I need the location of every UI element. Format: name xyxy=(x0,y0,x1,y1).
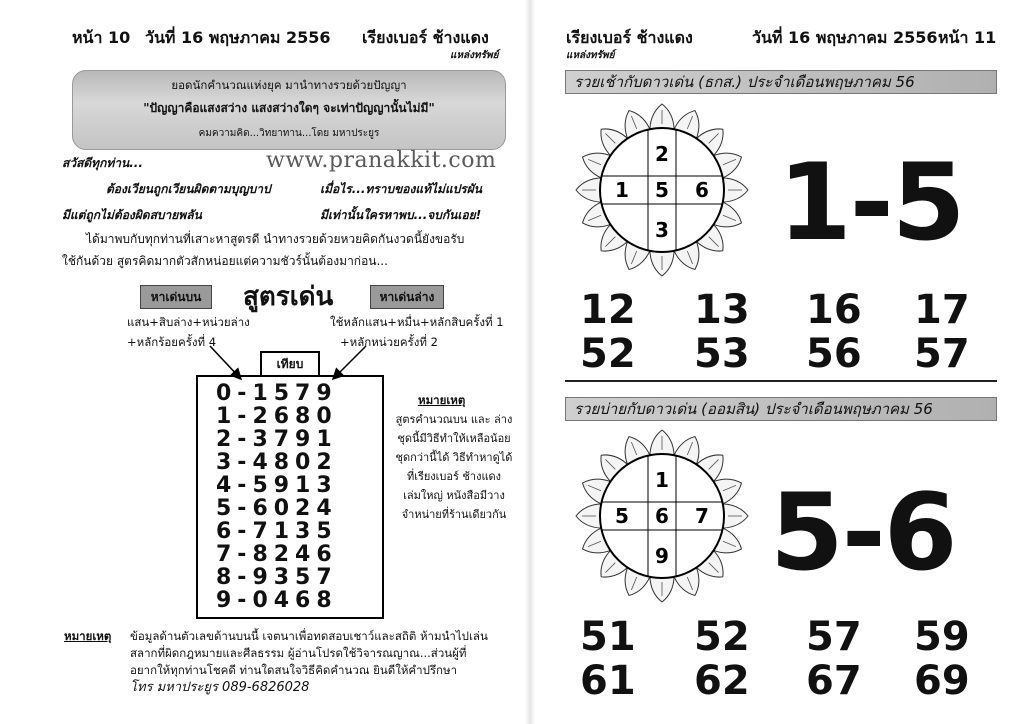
lucky-number: 51 xyxy=(580,614,636,660)
lucky-number: 16 xyxy=(806,287,862,333)
wheel-digit-right: 6 xyxy=(695,178,709,202)
greeting: สวัสดีทุกท่าน... xyxy=(62,156,143,170)
right-date: วันที่ 16 พฤษภาคม 2556 xyxy=(752,28,938,47)
wheel-digit-center: 5 xyxy=(655,178,669,202)
left-page-number: หน้า 10 xyxy=(72,28,131,47)
wheel-digit-left: 1 xyxy=(615,178,629,202)
table-row: 2-3791 xyxy=(216,427,338,452)
banner-line-2: "ปัญญาคือแสงสว่าง แสงสว่างใดๆ จะเท่าปัญญานั้นไม่มี" xyxy=(143,101,435,115)
section-divider xyxy=(565,380,997,382)
top-rule-line-1: แสน+สิบล่าง+หน่วยล่าง xyxy=(127,315,250,329)
bottom-rule-line-1: ใช้หลักแสน+หมื่น+หลักสิบครั้งที่ 1 xyxy=(330,315,504,329)
lucky-number: 69 xyxy=(914,658,970,704)
lucky-number: 57 xyxy=(914,331,970,377)
lucky-number: 59 xyxy=(914,614,970,660)
poem-line-1: ต้องเวียนถูกเวียนผิดตามบุญบาป xyxy=(106,182,271,196)
wheel-digit-right: 7 xyxy=(695,504,709,528)
section-1-title: รวยเช้ากับดาวเด่น (ธกส.) ประจำเดือนพฤษภาคม 56 xyxy=(565,70,997,94)
note-title: หมายเหตุ xyxy=(418,393,466,407)
note-line: เล่มใหญ่ หนังสือมีวาง xyxy=(403,489,505,502)
intro-line-2: ใช้กันด้วย สูตรคิดมากตัวสักหน่อยแต่ความชัวร์นั้นต้องมาก่อน... xyxy=(62,254,388,268)
lucky-number: 67 xyxy=(806,658,862,704)
big-number-2: 5-6 xyxy=(770,471,956,594)
contact: โทร มหาประยูร 089-6826028 xyxy=(130,680,310,695)
table-row: 4-5913 xyxy=(216,473,338,498)
wheel-digit-left: 5 xyxy=(615,504,629,528)
footer-label: หมายเหตุ xyxy=(64,629,112,643)
table-head: เทียบ xyxy=(260,351,320,377)
footer-line: ข้อมูลด้านตัวเลขด้านบนนี้ เจตนาเพื่อทดสอบเชาว์และสถิติ ห้ามนำไปเล่น xyxy=(130,629,488,643)
lucky-number: 17 xyxy=(914,287,970,333)
wheel-digit-bottom: 9 xyxy=(655,544,669,568)
lucky-number: 62 xyxy=(694,658,750,704)
wheel-digit-top: 1 xyxy=(655,468,669,492)
section-2-title: รวยบ่ายกับดาวเด่น (ออมสิน) ประจำเดือนพฤษภาคม 56 xyxy=(565,397,997,421)
footer-line: อยากให้ทุกท่านโชคดี ท่านใดสนใจวิธีคิดคำนวณ ยินดีให้คำปรึกษา xyxy=(130,663,458,677)
wheel-digit-top: 2 xyxy=(655,142,669,166)
lucky-number: 52 xyxy=(580,331,636,377)
lucky-number: 13 xyxy=(694,287,750,333)
lucky-number: 12 xyxy=(580,287,636,333)
left-source: แหล่งทรัพย์ xyxy=(450,50,499,61)
lotus-wheel-2 xyxy=(574,428,750,604)
banner-line-1: ยอดนักคำนวณแห่งยุค มานำทางรวยด้วยปัญญา xyxy=(171,78,407,92)
note-line: ชุดกว่านี้ได้ วิธีทำหาดูได้ xyxy=(395,451,513,464)
table-row: 8-9357 xyxy=(216,565,338,590)
note-line: สูตรคำนวณบน และ ล่าง xyxy=(395,413,513,426)
lucky-number: 56 xyxy=(806,331,862,377)
lucky-number: 57 xyxy=(806,614,862,660)
table-row: 0-1579 xyxy=(216,381,338,406)
poem-line-4: มีเท่านั้นใครหาพบ...จบกันเอย! xyxy=(320,208,482,222)
wheel-digit-center: 6 xyxy=(655,504,669,528)
table-row: 9-0468 xyxy=(216,588,338,613)
left-date: วันที่ 16 พฤษภาคม 2556 xyxy=(145,28,331,47)
banner-line-3: คมความคิด...วิทยาทาน...โดย มหาประยูร xyxy=(198,128,380,139)
lucky-number: 61 xyxy=(580,658,636,704)
lotus-wheel-1 xyxy=(574,102,750,278)
top-rule-line-2: +หลักร้อยครั้งที่ 4 xyxy=(127,335,217,349)
poem-line-2: เมื่อไร...ทราบของแท้ไม่แปรผัน xyxy=(320,182,482,196)
top-label: หาเด่นบน xyxy=(140,285,212,309)
intro-line-1: ได้มาพบกับทุกท่านที่เสาะหาสูตรดี นำทางรวยด้วยหวยคิดกันงวดนี้ยังขอรับ xyxy=(86,232,465,246)
note-line: ที่เรียงเบอร์ ช้างแดง xyxy=(406,470,502,483)
bottom-label: หาเด่นล่าง xyxy=(370,285,444,309)
note-line: ชุดนี้มีวิธีทำให้เหลือน้อย xyxy=(397,432,511,445)
big-number-1: 1-5 xyxy=(778,141,964,264)
table-row: 1-2680 xyxy=(216,404,338,429)
right-brand: เรียงเบอร์ ช้างแดง xyxy=(566,28,693,47)
note-line: จำหน่ายที่ร้านเดียวกัน xyxy=(401,508,507,521)
left-brand: เรียงเบอร์ ช้างแดง xyxy=(362,28,489,47)
table-row: 6-7135 xyxy=(216,519,338,544)
poem-line-3: มีแต่ถูกไม่ต้องผิดสบายพลัน xyxy=(62,208,202,222)
lucky-number: 52 xyxy=(694,614,750,660)
lucky-number: 53 xyxy=(694,331,750,377)
formula-title: สูตรเด่น xyxy=(243,282,334,312)
table-row: 3-4802 xyxy=(216,450,338,475)
bottom-rule-line-2: +หลักหน่วยครั้งที่ 2 xyxy=(340,335,438,349)
right-source: แหล่งทรัพย์ xyxy=(566,50,615,61)
right-page-number: หน้า 11 xyxy=(938,28,997,47)
watermark: www.pranakkit.com xyxy=(266,148,497,173)
footer-line: สลากที่ผิดกฎหมายและศีลธรรม ผู้อ่านโปรดใช้วิจารณญาณ...ส่วนผู้ที่ xyxy=(130,646,467,660)
table-row: 7-8246 xyxy=(216,542,338,567)
table-row: 5-6024 xyxy=(216,496,338,521)
wheel-digit-bottom: 3 xyxy=(655,218,669,242)
